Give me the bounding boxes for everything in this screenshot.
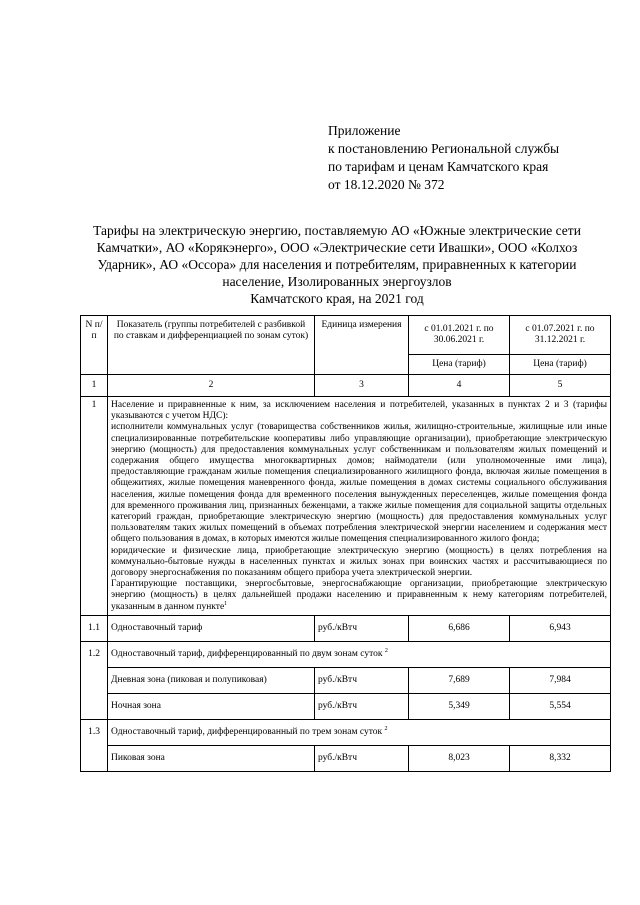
row-1-1-unit: руб./кВтч [315, 615, 409, 641]
row-1-3-zone-peak [81, 745, 611, 771]
row-1-3 [81, 719, 611, 745]
zone-day-value-1: 7,689 [409, 667, 510, 693]
appendix-line-4: от 18.12.2020 № 372 [328, 177, 445, 192]
col-number-2: 2 [108, 375, 315, 397]
row-1-1-value-2: 6,943 [510, 615, 611, 641]
row-1-3-name: Одноставочный тариф, дифференцированный по трем зонам суток [111, 726, 383, 737]
tariff-table [80, 315, 611, 772]
zone-day-unit: руб./кВтч [315, 667, 409, 693]
col-number-3: 3 [315, 375, 409, 397]
row-1-1-num: 1.1 [81, 615, 108, 641]
document-title [70, 222, 604, 307]
row-1-2-zone-day [81, 667, 611, 693]
row-1-3-name-cell [108, 719, 611, 745]
header-price-2: Цена (тариф) [510, 355, 611, 375]
row-1-3-num: 1.3 [81, 719, 108, 771]
zone-day-value-2: 7,984 [510, 667, 611, 693]
appendix-line-2: к постановлению Региональной службы [328, 141, 560, 156]
col-number-1: 1 [81, 375, 108, 397]
section-1-description [108, 397, 611, 616]
title-line-2: Камчатки», АО «Корякэнерго», ООО «Электрические сети Ивашки», ООО «Колхоз [96, 240, 578, 255]
section-1-p2: исполнители коммунальных услуг (товарищества собственников жилья, жилищно-строительные, жилищные или иные специализированные потребительские кооперативы либо управляющие организации), приобретающие электрическую энергию (мощность) для предоставления коммунальных услуг собственникам и пользователям жилых помещений и содержания общего имущества многоквартирных домов; наймодатели (или уполномоченные ими лица), предоставляющие гражданам жилые помещения специализированного жилищного фонда, включая жилые помещения в общежитиях, жилые помещения маневренного фонда, жилые помещения в домах системы социального обслуживания населения, жилые помещения фонда для временного поселения вынужденных переселенцев, жилые помещения фонда для временного проживания лиц, признанных беженцами, а также жилые помещения для социальной защиты отдельных категорий граждан, приобретающие электрическую энергию (мощность) для предоставления коммунальных услуг пользователям таких жилых помещений в объемах потребления электрической энергии населением и содержания мест общего пользования в домах, в которых имеются жилые помещения специализированного жилого фонда; [111, 422, 607, 545]
zone-night-value-1: 5,349 [409, 693, 510, 719]
title-line-3: Ударник», АО «Оссора» для населения и потребителям, приравненных к категории [97, 257, 577, 272]
col-number-5: 5 [510, 375, 611, 397]
header-num: N п/п [81, 316, 108, 375]
section-1-p3: юридические и физические лица, приобретающие электрическую энергию (мощность) в целях потребления на коммунально-бытовые нужды в населенных пунктах и жилых зонах при воинских частях и рассчитывающиеся по договору энергоснабжения по показаниям общего прибора учета электрической энергии. [111, 545, 607, 579]
column-number-row [81, 375, 611, 397]
row-1-2-name-cell [108, 641, 611, 667]
row-1-2-zone-night [81, 693, 611, 719]
title-line-1: Тарифы на электрическую энергию, поставляемую АО «Южные электрические сети [93, 223, 581, 238]
title-line-5: Камчатского края, на 2021 год [250, 291, 424, 306]
section-1-p1: Население и приравненные к ним, за исключением населения и потребителей, указанных в пунктах 2 и 3 (тарифы указываются с учетом НДС): [111, 400, 607, 422]
row-1-2-num: 1.2 [81, 641, 108, 719]
zone-day-name: Дневная зона (пиковая и полупиковая) [108, 667, 315, 693]
zone-peak-value-1: 8,023 [409, 745, 510, 771]
header-price-1: Цена (тариф) [409, 355, 510, 375]
zone-peak-value-2: 8,332 [510, 745, 611, 771]
row-1-1-name: Одноставочный тариф [108, 615, 315, 641]
footnote-ref-2b: 2 [384, 725, 388, 732]
row-1-1 [81, 615, 611, 641]
row-1-2-name: Одноставочный тариф, дифференцированный по двум зонам суток [111, 648, 383, 659]
table-header-row [81, 316, 611, 355]
footnote-ref-1: 1 [224, 600, 228, 607]
section-1-p4 [111, 579, 607, 613]
row-1-2 [81, 641, 611, 667]
zone-night-unit: руб./кВтч [315, 693, 409, 719]
row-1-1-value-1: 6,686 [409, 615, 510, 641]
section-1-p4-text: Гарантирующие поставщики, энергосбытовые, энергоснабжающие организации, приобретающие электрическую энергию (мощность) в целях дальнейшей продажи населению и приравненным к нему категориям потребителей, указанным в данном пункте [111, 579, 607, 612]
appendix-line-3: по тарифам и ценам Камчатского края [328, 159, 549, 174]
appendix-header [328, 122, 559, 194]
col-number-4: 4 [409, 375, 510, 397]
appendix-line-1: Приложение [328, 123, 401, 138]
header-period-2: с 01.07.2021 г. по 31.12.2021 г. [510, 316, 611, 355]
header-unit: Единица измерения [315, 316, 409, 375]
footnote-ref-2a: 2 [384, 647, 388, 654]
header-indicator: Показатель (группы потребителей с разбивкой по ставкам и дифференциацией по зонам суток) [108, 316, 315, 375]
section-1-row [81, 397, 611, 616]
zone-peak-name: Пиковая зона [108, 745, 315, 771]
zone-peak-unit: руб./кВтч [315, 745, 409, 771]
section-1-num: 1 [81, 397, 108, 616]
header-period-1: с 01.01.2021 г. по 30.06.2021 г. [409, 316, 510, 355]
zone-night-name: Ночная зона [108, 693, 315, 719]
title-line-4: население, Изолированных энергоузлов [222, 274, 452, 289]
zone-night-value-2: 5,554 [510, 693, 611, 719]
